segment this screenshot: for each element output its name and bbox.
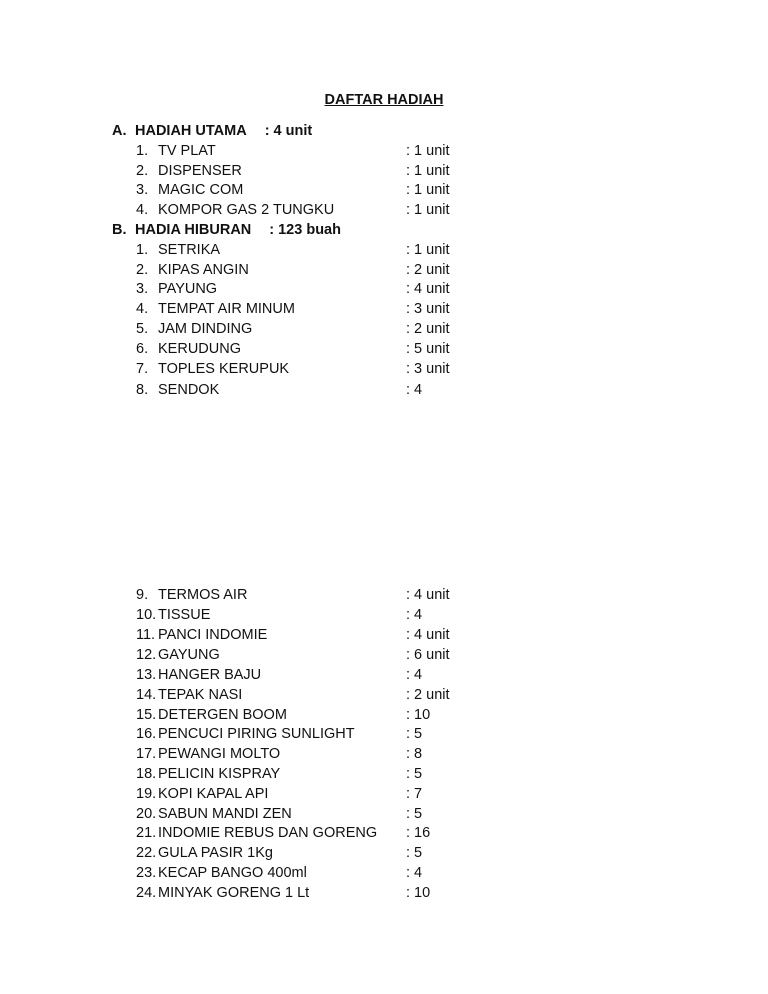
item-name: GULA PASIR 1Kg xyxy=(158,845,273,861)
section-b-heading xyxy=(112,220,341,240)
item-name: SENDOK xyxy=(158,382,220,398)
item-number: 3. xyxy=(136,281,149,297)
page-title: DAFTAR HADIAH xyxy=(324,92,444,108)
list-item xyxy=(0,200,768,220)
item-quantity: : 1 unit xyxy=(406,143,450,159)
item-number: 4. xyxy=(136,301,149,317)
item-number: 20. xyxy=(136,806,157,822)
item-quantity: : 2 unit xyxy=(406,262,450,278)
section-label: HADIA HIBURAN xyxy=(135,222,252,238)
list-item xyxy=(0,883,768,903)
item-quantity: : 16 xyxy=(406,825,431,841)
item-number: 6. xyxy=(136,341,149,357)
list-item xyxy=(0,240,768,260)
list-item xyxy=(0,744,768,764)
item-name: GAYUNG xyxy=(158,647,220,663)
item-quantity: : 1 unit xyxy=(406,242,450,258)
list-item xyxy=(0,724,768,744)
list-item xyxy=(0,685,768,705)
section-letter: A. xyxy=(112,123,127,139)
item-quantity: : 4 unit xyxy=(406,587,450,603)
item-number: 22. xyxy=(136,845,157,861)
item-quantity: : 2 unit xyxy=(406,321,450,337)
section-qty: : 123 buah xyxy=(269,222,341,238)
list-item xyxy=(0,141,768,161)
item-name: PEWANGI MOLTO xyxy=(158,746,281,762)
list-item xyxy=(0,625,768,645)
item-quantity: : 4 unit xyxy=(406,627,450,643)
item-quantity: : 3 unit xyxy=(406,361,450,377)
item-name: PANCI INDOMIE xyxy=(158,627,268,643)
item-name: SABUN MANDI ZEN xyxy=(158,806,292,822)
item-name: MAGIC COM xyxy=(158,182,244,198)
item-quantity: : 10 xyxy=(406,707,431,723)
item-number: 12. xyxy=(136,647,157,663)
item-name: INDOMIE REBUS DAN GORENG xyxy=(158,825,378,841)
item-number: 18. xyxy=(136,766,157,782)
item-name: KOPI KAPAL API xyxy=(158,786,269,802)
item-number: 17. xyxy=(136,746,157,762)
list-item xyxy=(0,260,768,280)
list-item xyxy=(0,161,768,181)
item-number: 13. xyxy=(136,667,157,683)
item-quantity: : 4 xyxy=(406,607,423,623)
item-name: TV PLAT xyxy=(158,143,216,159)
item-quantity: : 4 xyxy=(406,382,423,398)
section-label: HADIAH UTAMA xyxy=(135,123,247,139)
item-quantity: : 2 unit xyxy=(406,687,450,703)
item-name: PELICIN KISPRAY xyxy=(158,766,281,782)
list-item xyxy=(0,585,768,605)
item-name: KECAP BANGO 400ml xyxy=(158,865,307,881)
item-name: SETRIKA xyxy=(158,242,221,258)
item-quantity: : 3 unit xyxy=(406,301,450,317)
item-number: 14. xyxy=(136,687,157,703)
list-item xyxy=(0,359,768,379)
item-quantity: : 5 xyxy=(406,806,423,822)
item-quantity: : 5 unit xyxy=(406,341,450,357)
item-number: 4. xyxy=(136,202,149,218)
item-number: 1. xyxy=(136,242,149,258)
list-item xyxy=(0,823,768,843)
item-number: 2. xyxy=(136,262,149,278)
list-item xyxy=(0,279,768,299)
item-number: 8. xyxy=(136,382,149,398)
item-name: PENCUCI PIRING SUNLIGHT xyxy=(158,726,355,742)
list-item xyxy=(0,180,768,200)
list-item xyxy=(0,299,768,319)
item-number: 21. xyxy=(136,825,157,841)
item-number: 23. xyxy=(136,865,157,881)
item-name: JAM DINDING xyxy=(158,321,253,337)
item-quantity: : 6 unit xyxy=(406,647,450,663)
item-number: 2. xyxy=(136,163,149,179)
list-item xyxy=(0,804,768,824)
item-number: 24. xyxy=(136,885,157,901)
item-name: TOPLES KERUPUK xyxy=(158,361,290,377)
item-number: 19. xyxy=(136,786,157,802)
item-quantity: : 10 xyxy=(406,885,431,901)
item-name: HANGER BAJU xyxy=(158,667,262,683)
list-item xyxy=(0,764,768,784)
item-quantity: : 1 unit xyxy=(406,163,450,179)
list-item xyxy=(0,319,768,339)
item-quantity: : 4 unit xyxy=(406,281,450,297)
item-quantity: : 1 unit xyxy=(406,182,450,198)
item-number: 7. xyxy=(136,361,149,377)
list-item xyxy=(0,705,768,725)
item-quantity: : 1 unit xyxy=(406,202,450,218)
item-name: TISSUE xyxy=(158,607,211,623)
item-quantity: : 4 xyxy=(406,865,423,881)
item-number: 3. xyxy=(136,182,149,198)
list-item xyxy=(0,784,768,804)
item-name: PAYUNG xyxy=(158,281,218,297)
list-item xyxy=(0,863,768,883)
section-a-heading xyxy=(112,121,312,141)
list-item xyxy=(0,605,768,625)
section-letter: B. xyxy=(112,222,127,238)
item-name: DETERGEN BOOM xyxy=(158,707,287,723)
item-number: 5. xyxy=(136,321,149,337)
item-quantity: : 5 xyxy=(406,845,423,861)
list-item xyxy=(0,380,768,400)
list-item xyxy=(0,339,768,359)
list-item xyxy=(0,665,768,685)
item-number: 16. xyxy=(136,726,157,742)
list-item xyxy=(0,843,768,863)
item-name: TERMOS AIR xyxy=(158,587,248,603)
item-number: 1. xyxy=(136,143,149,159)
item-name: TEPAK NASI xyxy=(158,687,243,703)
item-name: MINYAK GORENG 1 Lt xyxy=(158,885,310,901)
list-item xyxy=(0,645,768,665)
item-quantity: : 5 xyxy=(406,766,423,782)
item-name: KERUDUNG xyxy=(158,341,241,357)
item-name: KOMPOR GAS 2 TUNGKU xyxy=(158,202,335,218)
item-quantity: : 4 xyxy=(406,667,423,683)
item-number: 9. xyxy=(136,587,149,603)
item-number: 11. xyxy=(136,627,156,643)
item-number: 15. xyxy=(136,707,157,723)
item-name: KIPAS ANGIN xyxy=(158,262,249,278)
item-name: DISPENSER xyxy=(158,163,242,179)
item-quantity: : 7 xyxy=(406,786,423,802)
item-quantity: : 8 xyxy=(406,746,423,762)
item-quantity: : 5 xyxy=(406,726,423,742)
section-qty: : 4 unit xyxy=(264,123,313,139)
item-name: TEMPAT AIR MINUM xyxy=(158,301,295,317)
item-number: 10. xyxy=(136,607,157,623)
